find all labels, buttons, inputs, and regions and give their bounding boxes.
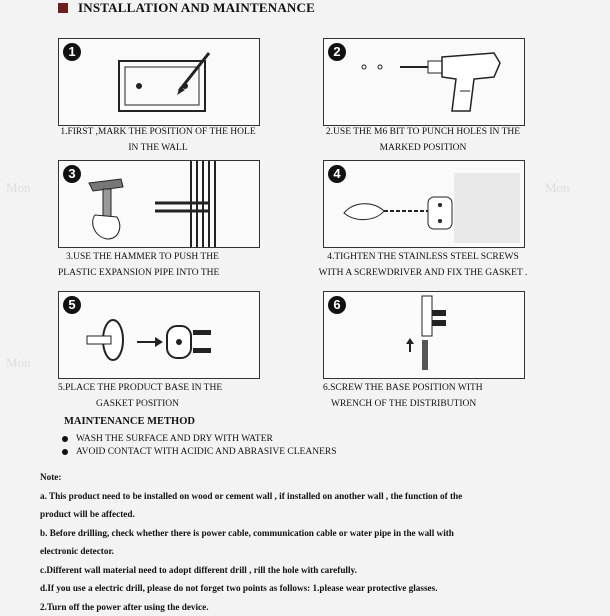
wall-plate-marking-icon <box>59 39 259 125</box>
wrench-base-icon <box>324 292 524 378</box>
step-number-badge: 5 <box>63 296 81 314</box>
screwdriver-gasket-icon <box>324 161 524 247</box>
step-6-illustration <box>323 291 525 379</box>
step-3-illustration <box>58 160 260 248</box>
step-1-illustration <box>58 38 260 126</box>
step-5-illustration <box>58 291 260 379</box>
step-1-caption: 1.FIRST ,MARK THE POSITION OF THE HOLE IN THE WALL <box>18 124 298 156</box>
step-number-badge: 2 <box>328 43 346 61</box>
bullet-icon <box>62 449 68 455</box>
bleed-through-text: Mon <box>545 180 570 196</box>
step-number-badge: 3 <box>63 165 81 183</box>
note-line: 2.Turn off the power after using the device. <box>40 598 560 616</box>
maintenance-item: WASH THE SURFACE AND DRY WITH WATER <box>62 434 273 444</box>
step-3-caption: 3.USE THE HAMMER TO PUSH THE PLASTIC EXPANSION PIPE INTO THE <box>58 249 338 281</box>
electric-drill-icon <box>324 39 524 125</box>
step-5-caption: 5.PLACE THE PRODUCT BASE IN THE GASKET POSITION <box>58 380 338 412</box>
notes-title: Note: <box>40 468 560 487</box>
step-number-badge: 6 <box>328 296 346 314</box>
hammer-expansion-pipe-icon <box>59 161 259 247</box>
product-base-gasket-icon <box>59 292 259 378</box>
step-2-caption: 2.USE THE M6 BIT TO PUNCH HOLES IN THE MARKED POSITION <box>283 124 563 156</box>
note-line: a. This product need to be installed on wood or cement wall , if installed on another wall , the function of the <box>40 487 560 506</box>
step-6-caption: 6.SCREW THE BASE POSITION WITH WRENCH OF THE DISTRIBUTION <box>323 380 603 412</box>
note-line: c.Different wall material need to adopt different drill , rill the hole with carefully. <box>40 561 560 580</box>
header-square-icon <box>58 3 68 13</box>
step-number-badge: 1 <box>63 43 81 61</box>
bullet-icon <box>62 436 68 442</box>
note-line: product will be affected. <box>40 505 560 524</box>
note-line: electronic detector. <box>40 542 560 561</box>
note-line: d.If you use a electric drill, please do not forget two points as follows: 1.please wear protective glasses. <box>40 579 560 598</box>
bleed-through-text: Mon <box>6 355 31 371</box>
step-4-illustration <box>323 160 525 248</box>
maintenance-title: MAINTENANCE METHOD <box>64 416 195 427</box>
step-number-badge: 4 <box>328 165 346 183</box>
section-header <box>58 0 315 16</box>
notes-section <box>40 468 560 616</box>
step-2-illustration <box>323 38 525 126</box>
bleed-through-text: Mon <box>6 180 31 196</box>
page-title: INSTALLATION AND MAINTENANCE <box>78 0 315 16</box>
note-line: b. Before drilling, check whether there is power cable, communication cable or water pipe in the wall with <box>40 524 560 543</box>
maintenance-item: AVOID CONTACT WITH ACIDIC AND ABRASIVE CLEANERS <box>62 447 337 457</box>
step-4-caption: 4.TIGHTEN THE STAINLESS STEEL SCREWS WITH A SCREWDRIVER AND FIX THE GASKET . <box>283 249 563 281</box>
